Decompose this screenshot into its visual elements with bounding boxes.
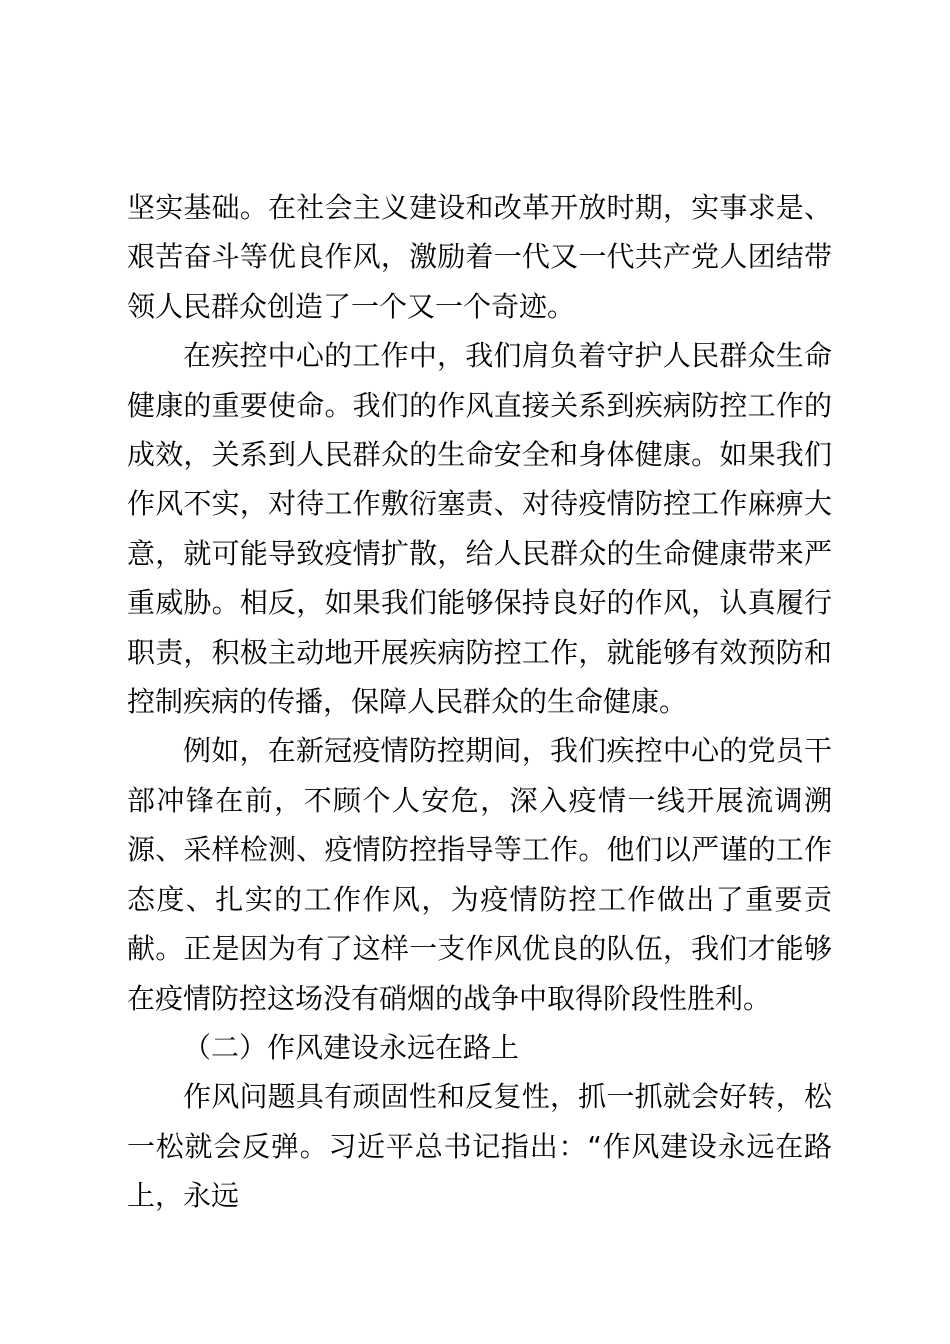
paragraph-style-building: 作风问题具有顽固性和反复性，抓一抓就会好转，松一松就会反弹。习近平总书记指出：“作风建设永远在路上，永远	[127, 1080, 832, 1213]
paragraph-cdc-mission: 在疾控中心的工作中，我们肩负着守护人民群众生命健康的重要使命。我们的作风直接关系到疾病防控工作的成效，关系到人民群众的生命安全和身体健康。如果我们作风不实，对待工作敷衍塞责、对待疫情防控工作麻痹大意，就可能导致疫情扩散，给人民群众的生命健康带来严重威胁。相反，如果我们能够保持良好的作风，认真履行职责，积极主动地开展疾病防控工作，就能够有效预防和控制疾病的传播，保障人民群众的生命健康。	[127, 339, 832, 719]
document-body	[127, 183, 832, 1221]
section-heading: （二）作风建设永远在路上	[183, 1030, 520, 1064]
paragraph-covid-example: 例如，在新冠疫情防控期间，我们疾控中心的党员干部冲锋在前，不顾个人安危，深入疫情一线开展流调溯源、采样检测、疫情防控指导等工作。他们以严谨的工作态度、扎实的工作作风，为疫情防控工作做出了重要贡献。正是因为有了这样一支作风优良的队伍，我们才能够在疫情防控这场没有硝烟的战争中取得阶段性胜利。	[127, 734, 832, 1015]
paragraph-continuation: 坚实基础。在社会主义建设和改革开放时期，实事求是、艰苦奋斗等优良作风，激励着一代又一代共产党人团结带领人民群众创造了一个又一个奇迹。	[127, 191, 832, 323]
